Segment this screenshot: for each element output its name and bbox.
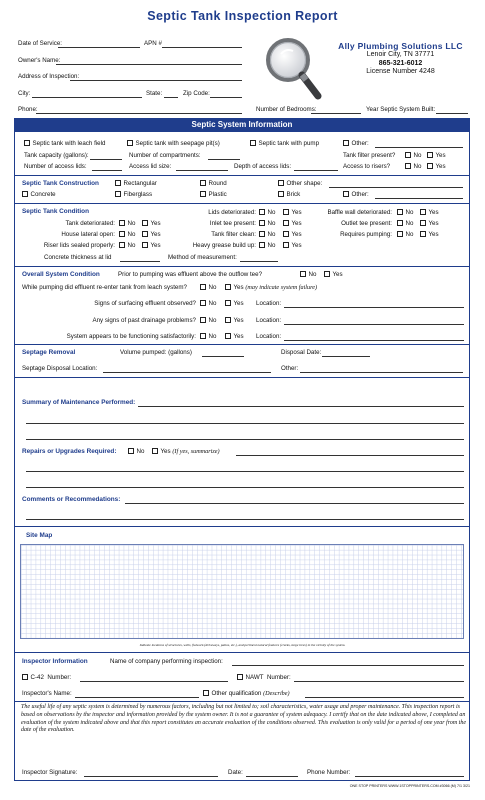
risers-yes-option[interactable] (427, 163, 446, 170)
checkbox[interactable] (152, 448, 158, 454)
nawt-label: NAWT (245, 674, 264, 681)
requires-pumping-label: Requires pumping: (340, 231, 392, 238)
phone-number-field[interactable] (355, 776, 464, 777)
comments-title: Comments or Recommedations: (22, 496, 121, 503)
zip-label: Zip Code: (183, 90, 210, 97)
c42-label: C-42 (30, 674, 44, 681)
repairs-note: (If yes, summarize) (172, 448, 220, 455)
seepage-checkbox[interactable] (127, 140, 133, 146)
overall-title: Overall System Condition (22, 271, 100, 278)
other-shape-field[interactable] (329, 187, 463, 188)
date-field[interactable] (246, 776, 298, 777)
inspector-name-label: Inspector's Name: (22, 690, 72, 697)
pump-option[interactable] (250, 140, 319, 147)
address-field[interactable] (70, 80, 242, 81)
phone-label: Phone: (18, 106, 38, 113)
other-shape-option[interactable] (278, 180, 322, 187)
divider (14, 701, 470, 702)
overall-q3-yes[interactable] (225, 300, 244, 307)
concrete-option[interactable] (22, 191, 56, 198)
disposal-location-field[interactable] (103, 372, 271, 373)
risers-no-option[interactable] (405, 163, 421, 170)
yes-label: Yes (428, 220, 439, 227)
outlet-tee-label: Outlet tee present: (341, 220, 392, 227)
maintenance-title: Summary of Maintenance Performed: (22, 399, 136, 406)
yes-label: Yes (160, 448, 171, 455)
checkbox[interactable] (259, 231, 265, 237)
checkbox[interactable] (200, 317, 206, 323)
divider (14, 344, 470, 345)
inspector-title: Inspector Information (22, 658, 88, 665)
phone-number-label: Phone Number: (307, 769, 351, 776)
overall-q3-location-field[interactable] (284, 307, 464, 308)
overall-q1-yes[interactable] (324, 271, 343, 278)
site-map-title: Site Map (26, 532, 53, 539)
maintenance-line[interactable] (26, 423, 464, 424)
no-label: No (208, 317, 217, 324)
filter-no-option[interactable] (405, 152, 421, 159)
checkbox[interactable] (200, 333, 206, 339)
overall-q2-note: (may indicate system failure) (245, 284, 318, 291)
owner-label: Owner's Name: (18, 57, 61, 64)
removal-title: Septage Removal (22, 349, 76, 356)
comments-line[interactable] (26, 519, 464, 520)
outlet-tee-no[interactable] (397, 220, 413, 227)
company-block (318, 42, 483, 77)
checkbox[interactable] (283, 242, 289, 248)
pump-checkbox[interactable] (250, 140, 256, 146)
brick-checkbox[interactable] (278, 191, 284, 197)
checkbox[interactable] (259, 209, 265, 215)
c42-option[interactable] (22, 674, 71, 681)
overall-q4-location-label: Location: (256, 317, 282, 324)
bedrooms-label: Number of Bedrooms: (256, 106, 317, 113)
volume-field[interactable] (202, 356, 244, 357)
fiberglass-checkbox[interactable] (115, 191, 121, 197)
overall-q5-no[interactable] (200, 333, 216, 340)
disclaimer-text: The useful life of any septic system is determined by numerous factors, including but not limited to; soil characteristics, water usage and proper maintenance. This inspection report is based on observations by the inspector and information provided by the system owner. It is not a guarantee of system adequacy. I certify that on the date indicated above, I completed an evaluation of the system indicated above and that this report constitutes an accurate evaluation of the conditions observed. This evaluation is only valid for a period of one year from the date of the evaluation. (21, 704, 466, 734)
address-label: Address of Inspection: (18, 73, 80, 80)
yes-label: Yes (291, 220, 302, 227)
overall-q3-label: Signs of surfacing effluent observed? (94, 300, 196, 307)
lids-deteriorated-yes[interactable] (283, 209, 302, 216)
yes-label: Yes (428, 231, 439, 238)
inspector-name-field[interactable] (75, 697, 199, 698)
no-label: No (413, 163, 422, 170)
checkbox[interactable] (142, 231, 148, 237)
no-label: No (267, 231, 276, 238)
removal-other-field[interactable] (300, 372, 463, 373)
depth-label: Depth of access lids: (234, 163, 292, 170)
concrete-checkbox[interactable] (22, 191, 28, 197)
signature-field[interactable] (84, 776, 218, 777)
inlet-tee-yes[interactable] (283, 220, 302, 227)
repairs-title: Repairs or Upgrades Required: (22, 448, 117, 455)
house-lateral-label: House lateral open: (61, 231, 115, 238)
yes-label: Yes (150, 220, 161, 227)
apn-label: APN # (144, 40, 162, 47)
filter-clean-label: Tank filter clean: (211, 231, 256, 238)
baffle-label: Baffle wall deteriorated: (327, 209, 392, 216)
magnifying-glass-logo-icon (262, 34, 322, 104)
repairs-yes[interactable] (152, 448, 220, 455)
date-of-service-field[interactable] (58, 47, 140, 48)
grease-no[interactable] (259, 242, 275, 249)
capacity-label: Tank capacity (gallons): (24, 152, 89, 159)
checkbox[interactable] (119, 242, 125, 248)
yes-label: Yes (233, 300, 244, 307)
construction-title: Septic Tank Construction (22, 180, 99, 187)
risers-label: Access to risers? (343, 163, 391, 170)
checkbox[interactable] (119, 231, 125, 237)
no-label: No (267, 220, 276, 227)
site-map-caption: Indicate locations of structures, wells, flatwork (driveways, patios, etc.), and pertinent natural features (creeks, large trees) in the vicinity of the system. (139, 643, 346, 647)
c42-number-label: Number: (47, 674, 72, 681)
city-label: City: (18, 90, 31, 97)
method-label: Method of measurement: (168, 254, 237, 261)
report-title: Septic Tank Inspection Report (147, 9, 338, 23)
checkbox[interactable] (283, 220, 289, 226)
no-label: No (267, 242, 276, 249)
plastic-option[interactable] (200, 191, 227, 198)
company-name: Ally Plumbing Solutions LLC (338, 41, 463, 51)
zip-field[interactable] (210, 97, 242, 98)
inlet-tee-no[interactable] (259, 220, 275, 227)
filter-yes-checkbox[interactable] (427, 152, 433, 158)
divider (14, 377, 470, 378)
depth-field[interactable] (294, 170, 338, 171)
yes-label: Yes (233, 284, 244, 291)
repairs-line[interactable] (26, 487, 464, 488)
other-qual-label: Other qualification (211, 690, 262, 697)
checkbox[interactable] (420, 220, 426, 226)
other-material-option[interactable] (343, 191, 369, 198)
baffle-yes[interactable] (420, 209, 439, 216)
no-label: No (208, 284, 217, 291)
overall-q5-label: System appears to be functioning satisfactorily: (66, 333, 196, 340)
other-type-option[interactable] (343, 140, 369, 147)
maintenance-line[interactable] (26, 439, 464, 440)
nawt-option[interactable] (237, 674, 291, 681)
house-lateral-yes[interactable] (142, 231, 161, 238)
tank-deteriorated-yes[interactable] (142, 220, 161, 227)
printer-credit: ONE STOP PRINTERS WWW.1STOPPRINTERS.COM #3066 (M) 7/1 3/21 (349, 784, 470, 788)
other-material-field[interactable] (375, 198, 463, 199)
yes-label: Yes (435, 152, 446, 159)
other-qual-checkbox[interactable] (203, 690, 209, 696)
riser-lids-label: Riser lids sealed properly: (43, 242, 115, 249)
no-label: No (413, 152, 422, 159)
checkbox[interactable] (200, 300, 206, 306)
checkbox[interactable] (420, 209, 426, 215)
house-lateral-no[interactable] (119, 231, 135, 238)
plastic-checkbox[interactable] (200, 191, 206, 197)
divider (14, 203, 470, 204)
overall-q2-label: While pumping did effluent re-enter tank from leach system? (22, 284, 187, 291)
other-qual-describe: (Describe) (263, 690, 290, 697)
yes-label: Yes (150, 242, 161, 249)
yes-label: Yes (233, 333, 244, 340)
nawt-number-field[interactable] (294, 681, 464, 682)
baffle-no[interactable] (397, 209, 413, 216)
other-shape-checkbox[interactable] (278, 180, 284, 186)
rectangular-label: Rectangular (123, 180, 157, 187)
checkbox[interactable] (283, 231, 289, 237)
round-option[interactable] (200, 180, 227, 187)
checkbox[interactable] (283, 209, 289, 215)
no-label: No (405, 209, 414, 216)
concrete-thickness-field[interactable] (120, 261, 160, 262)
checkbox[interactable] (225, 317, 231, 323)
yes-label: Yes (291, 209, 302, 216)
checkbox[interactable] (397, 231, 403, 237)
risers-yes-checkbox[interactable] (427, 163, 433, 169)
owner-field[interactable] (56, 64, 242, 65)
outlet-tee-yes[interactable] (420, 220, 439, 227)
lids-deteriorated-no[interactable] (259, 209, 275, 216)
checkbox[interactable] (300, 271, 306, 277)
checkbox[interactable] (128, 448, 134, 454)
state-label: State: (146, 90, 163, 97)
concrete-label: Concrete (30, 191, 56, 198)
overall-q1-label: Prior to pumping was effluent above the outflow tee? (118, 271, 263, 278)
overall-q4-label: Any signs of past drainage problems? (92, 317, 196, 324)
filter-clean-no[interactable] (259, 231, 275, 238)
fiberglass-option[interactable] (115, 191, 152, 198)
no-label: No (267, 209, 276, 216)
seepage-label: Septic tank with seepage pit(s) (135, 140, 220, 147)
overall-q1-no[interactable] (300, 271, 316, 278)
overall-q3-no[interactable] (200, 300, 216, 307)
yes-label: Yes (428, 209, 439, 216)
divider (14, 526, 470, 527)
plastic-label: Plastic (208, 191, 227, 198)
checkbox[interactable] (225, 300, 231, 306)
checkbox[interactable] (225, 284, 231, 290)
overall-q5-yes[interactable] (225, 333, 244, 340)
leach-field-option[interactable] (24, 140, 105, 147)
lid-size-label: Access lid size: (129, 163, 172, 170)
leach-field-label: Septic tank with leach field (32, 140, 106, 147)
filter-no-checkbox[interactable] (405, 152, 411, 158)
yes-label: Yes (291, 242, 302, 249)
brick-option[interactable] (278, 191, 300, 198)
yes-label: Yes (233, 317, 244, 324)
other-qual-option[interactable] (203, 690, 290, 697)
overall-q5-location-label: Location: (256, 333, 282, 340)
company-phone: 865-321-6012 (378, 59, 423, 67)
grease-yes[interactable] (283, 242, 302, 249)
riser-lids-yes[interactable] (142, 242, 161, 249)
repairs-no[interactable] (128, 448, 144, 455)
system-info-header: Septic System Information (14, 118, 470, 132)
no-label: No (127, 220, 136, 227)
nawt-checkbox[interactable] (237, 674, 243, 680)
other-material-checkbox[interactable] (343, 191, 349, 197)
seepage-option[interactable] (127, 140, 220, 147)
overall-q3-location-label: Location: (256, 300, 282, 307)
inlet-tee-label: Inlet tee present: (209, 220, 256, 227)
lids-deteriorated-label: Lids deteriorated: (208, 209, 256, 216)
method-field[interactable] (240, 261, 278, 262)
checkbox[interactable] (142, 242, 148, 248)
checkbox[interactable] (397, 209, 403, 215)
nawt-number-label: Number: (266, 674, 291, 681)
no-label: No (127, 242, 136, 249)
city-field[interactable] (32, 97, 142, 98)
repairs-line[interactable] (236, 455, 464, 456)
no-label: No (405, 220, 414, 227)
no-label: No (405, 231, 414, 238)
no-label: No (308, 271, 317, 278)
filter-yes-option[interactable] (427, 152, 446, 159)
apn-field[interactable] (162, 47, 242, 48)
state-field[interactable] (164, 97, 178, 98)
overall-q5-location-field[interactable] (284, 340, 464, 341)
site-map-grid[interactable] (20, 544, 464, 639)
no-label: No (127, 231, 136, 238)
yes-label: Yes (150, 231, 161, 238)
pump-label: Septic tank with pump (258, 140, 320, 147)
other-qual-field[interactable] (305, 697, 464, 698)
leach-field-checkbox[interactable] (24, 140, 30, 146)
checkbox[interactable] (142, 220, 148, 226)
other-type-field[interactable] (375, 147, 463, 148)
yes-label: Yes (435, 163, 446, 170)
grease-label: Heavy grease build up: (192, 242, 256, 249)
checkbox[interactable] (225, 333, 231, 339)
year-built-field[interactable] (436, 113, 468, 114)
volume-label: Volume pumped: (gallons) (120, 349, 192, 356)
filter-clean-yes[interactable] (283, 231, 302, 238)
rectangular-checkbox[interactable] (115, 180, 121, 186)
rectangular-option[interactable] (115, 180, 157, 187)
phone-field[interactable] (36, 113, 242, 114)
company-city: Lenoir City, TN 37771 (366, 50, 435, 58)
other-type-checkbox[interactable] (343, 140, 349, 146)
yes-label: Yes (332, 271, 343, 278)
lids-label: Number of access lids: (24, 163, 87, 170)
no-label: No (208, 300, 217, 307)
other-type-label: Other: (351, 140, 369, 147)
overall-q2-no[interactable] (200, 284, 216, 291)
c42-number-field[interactable] (80, 681, 228, 682)
checkbox[interactable] (397, 220, 403, 226)
date-of-service-label: Date of Service: (18, 40, 63, 47)
date-label: Date: (228, 769, 243, 776)
divider (14, 175, 470, 176)
year-built-label: Year Septic System Built: (366, 106, 436, 113)
checkbox[interactable] (420, 231, 426, 237)
requires-pumping-no[interactable] (397, 231, 413, 238)
fiberglass-label: Fiberglass (123, 191, 153, 198)
concrete-thickness-label: Concrete thickness at lid (44, 254, 112, 261)
checkbox[interactable] (259, 220, 265, 226)
removal-other-label: Other: (281, 365, 299, 372)
repairs-line[interactable] (26, 471, 464, 472)
overall-q2-yes[interactable] (225, 284, 317, 291)
disposal-location-label: Septage Disposal Location: (22, 365, 98, 372)
divider (14, 652, 470, 653)
condition-title: Septic Tank Condition (22, 208, 89, 215)
checkbox[interactable] (324, 271, 330, 277)
divider (14, 266, 470, 267)
inspector-company-field[interactable] (232, 665, 464, 666)
c42-checkbox[interactable] (22, 674, 28, 680)
compartments-field[interactable] (208, 159, 240, 160)
overall-q4-yes[interactable] (225, 317, 244, 324)
no-label: No (136, 448, 145, 455)
round-label: Round (208, 180, 227, 187)
filter-present-label: Tank filter present? (343, 152, 396, 159)
tank-deteriorated-label: Tank deteriorated: (65, 220, 115, 227)
bedrooms-field[interactable] (311, 113, 361, 114)
other-material-label: Other: (351, 191, 369, 198)
checkbox[interactable] (119, 220, 125, 226)
requires-pumping-yes[interactable] (420, 231, 439, 238)
company-license: License Number 4248 (366, 68, 435, 76)
lids-field[interactable] (92, 170, 122, 171)
disposal-date-field[interactable] (322, 356, 370, 357)
signature-label: Inspector Signature: (22, 769, 78, 776)
yes-label: Yes (291, 231, 302, 238)
checkbox[interactable] (259, 242, 265, 248)
brick-label: Brick (286, 191, 301, 198)
riser-lids-no[interactable] (119, 242, 135, 249)
round-checkbox[interactable] (200, 180, 206, 186)
overall-q4-location-field[interactable] (284, 324, 464, 325)
disposal-date-label: Disposal Date: (281, 349, 322, 356)
comments-line[interactable] (125, 503, 464, 504)
tank-deteriorated-no[interactable] (119, 220, 135, 227)
maintenance-line[interactable] (138, 406, 464, 407)
capacity-field[interactable] (90, 159, 122, 160)
compartments-label: Number of compartments: (129, 152, 201, 159)
inspector-company-label: Name of company performing inspection: (110, 658, 223, 665)
lid-size-field[interactable] (176, 170, 228, 171)
checkbox[interactable] (200, 284, 206, 290)
overall-q4-no[interactable] (200, 317, 216, 324)
risers-no-checkbox[interactable] (405, 163, 411, 169)
other-shape-label: Other shape: (286, 180, 323, 187)
no-label: No (208, 333, 217, 340)
